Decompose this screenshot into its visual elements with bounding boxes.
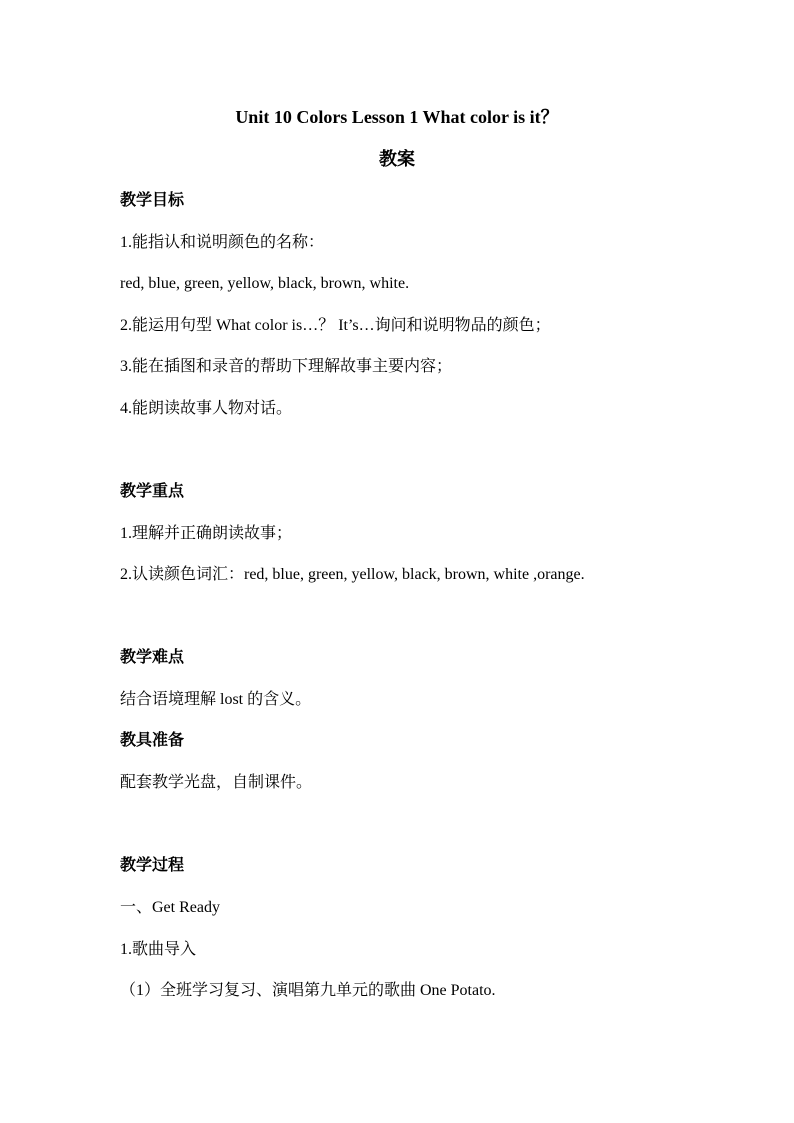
objectives-item: 1.能指认和说明颜色的名称：	[120, 234, 325, 251]
process-item: 一、Get Ready	[120, 899, 220, 916]
objectives-item: 4.能朗读故事人物对话。	[120, 400, 293, 417]
objectives-item: red, blue, green, yellow, black, brown, white.	[120, 275, 410, 292]
difficulties-heading: 教学难点	[120, 649, 185, 666]
document-title: Unit 10 Colors Lesson 1 What color is it？	[235, 107, 559, 127]
objectives-item: 3.能在插图和录音的帮助下理解故事主要内容；	[120, 358, 453, 375]
key-points-item: 2.认读颜色词汇：red, blue, green, yellow, black, brown, white ,orange.	[120, 566, 585, 583]
process-item: （1）全班学习复习、演唱第九单元的歌曲 One Potato.	[120, 982, 496, 999]
document-subtitle: 教案	[379, 149, 415, 169]
difficulties-item: 结合语境理解 lost 的含义。	[120, 691, 312, 708]
objectives-heading: 教学目标	[120, 192, 185, 209]
key-points-heading: 教学重点	[120, 483, 185, 500]
materials-heading: 教具准备	[120, 732, 185, 749]
key-points-item: 1.理解并正确朗读故事；	[120, 525, 293, 542]
objectives-item: 2.能运用句型 What color is…？ It’s…询问和说明物品的颜色；	[120, 317, 551, 334]
materials-item: 配套教学光盘，自制课件。	[120, 774, 313, 791]
process-heading: 教学过程	[120, 857, 185, 874]
process-item: 1.歌曲导入	[120, 941, 197, 958]
